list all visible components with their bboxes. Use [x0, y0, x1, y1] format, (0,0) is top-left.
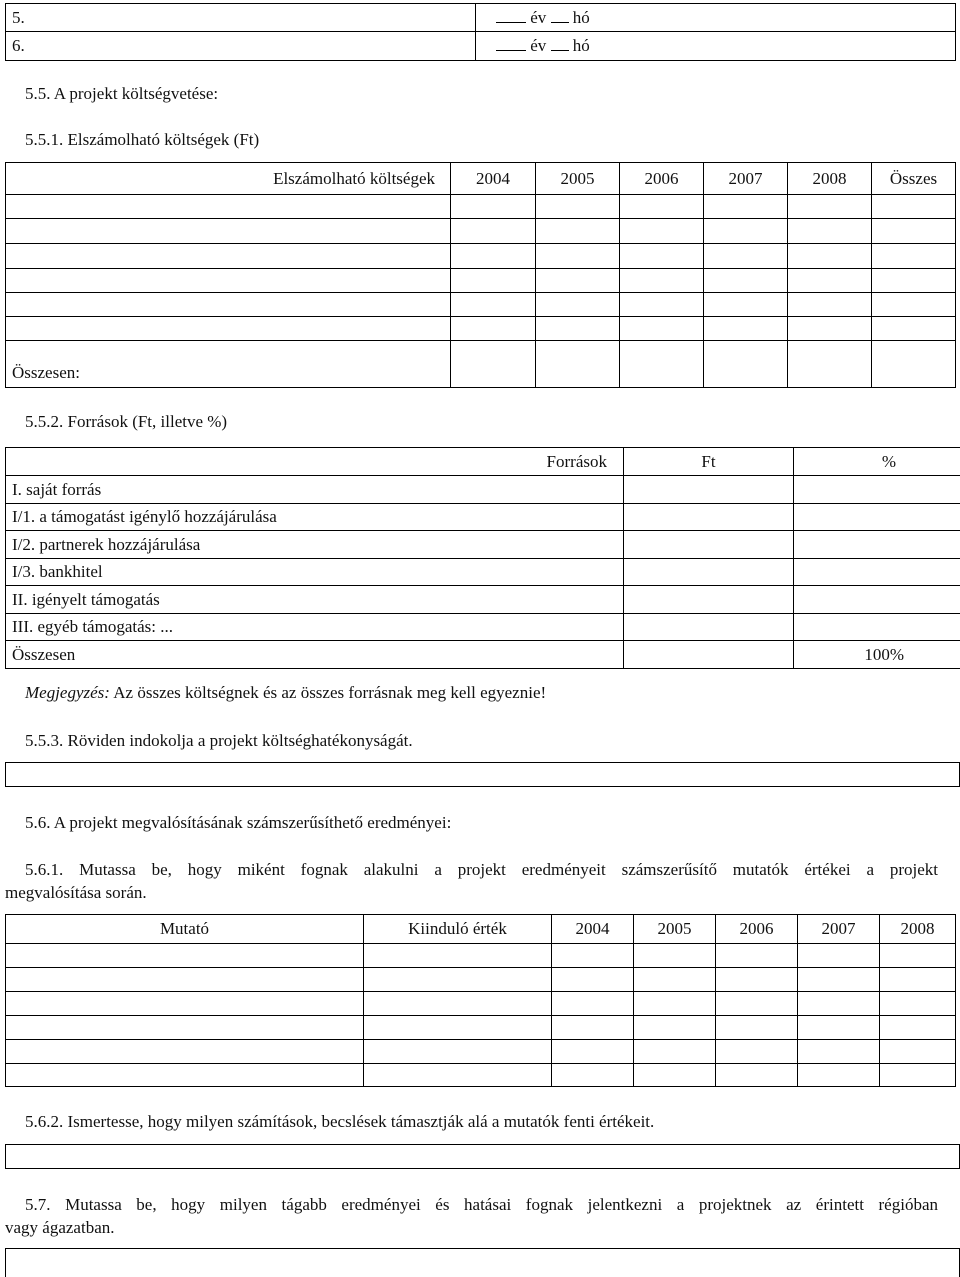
section-5-6-title: 5.6. A projekt megvalósításának számszerűsíthető eredményei: — [25, 813, 452, 832]
note-text: Az összes költségnek és az összes forrásnak meg kell egyeznie! — [109, 683, 547, 702]
cost-cell[interactable] — [536, 244, 620, 269]
sources-header-label: Források — [6, 448, 624, 476]
indicator-cell[interactable] — [880, 1040, 956, 1064]
cost-cell[interactable] — [536, 195, 620, 219]
period-row-number: 6. — [6, 32, 476, 61]
period-row-date[interactable]: év hó — [476, 4, 956, 32]
cost-cell[interactable] — [6, 293, 451, 317]
cost-total-cell[interactable] — [872, 341, 956, 388]
cost-cell[interactable] — [620, 219, 704, 244]
section-5-5-3-title: 5.5.3. Röviden indokolja a projekt költséghatékonyságát. — [25, 731, 413, 750]
indicator-cell[interactable] — [634, 944, 716, 968]
cost-cell[interactable] — [872, 293, 956, 317]
sources-row-label: I/2. partnerek hozzájárulása — [6, 531, 624, 559]
cost-cell[interactable] — [451, 195, 536, 219]
indicator-cell[interactable] — [634, 1064, 716, 1087]
cost-total-cell[interactable] — [704, 341, 788, 388]
indicator-cell[interactable] — [798, 1016, 880, 1040]
indicator-cell[interactable] — [880, 944, 956, 968]
sources-ft-cell[interactable] — [624, 531, 794, 559]
indicator-cell[interactable] — [716, 1040, 798, 1064]
cost-cell[interactable] — [788, 293, 872, 317]
cost-cell[interactable] — [536, 219, 620, 244]
cost-cell[interactable] — [6, 317, 451, 341]
indicator-header-year: 2008 — [880, 915, 956, 944]
cost-total-cell[interactable] — [620, 341, 704, 388]
sources-total-ft-cell[interactable] — [624, 641, 794, 669]
cost-total-label: Összesen: — [6, 341, 451, 388]
cost-cell[interactable] — [788, 219, 872, 244]
indicator-row — [6, 1040, 956, 1064]
calculations-answer-box[interactable] — [5, 1144, 960, 1169]
sources-percent-cell[interactable] — [794, 504, 960, 531]
indicator-cell[interactable] — [634, 1016, 716, 1040]
cost-cell[interactable] — [788, 195, 872, 219]
sources-header-ft: Ft — [624, 448, 794, 476]
sources-row-label: I/1. a támogatást igénylő hozzájárulása — [6, 504, 624, 531]
cost-cell[interactable] — [872, 195, 956, 219]
cost-header-year: 2006 — [620, 163, 704, 195]
cost-row — [6, 195, 956, 219]
indicator-cell[interactable] — [880, 968, 956, 992]
cost-cell[interactable] — [536, 269, 620, 293]
cost-cell[interactable] — [620, 244, 704, 269]
indicator-cell[interactable] — [364, 944, 552, 968]
sources-total-percent: 100% — [794, 641, 960, 669]
cost-table — [5, 162, 956, 388]
indicator-cell[interactable] — [716, 944, 798, 968]
indicator-cell[interactable] — [6, 1064, 364, 1087]
indicator-header-year: 2007 — [798, 915, 880, 944]
cost-cell[interactable] — [788, 317, 872, 341]
section-5-6-1-text-line2: megvalósítása során. — [5, 883, 147, 902]
period-row-date[interactable]: év hó — [476, 32, 956, 61]
indicator-cell[interactable] — [798, 944, 880, 968]
sources-percent-cell[interactable] — [794, 586, 960, 614]
indicator-header-name: Mutató — [6, 915, 364, 944]
cost-header-year: 2005 — [536, 163, 620, 195]
indicator-cell[interactable] — [552, 944, 634, 968]
cost-header-year: 2004 — [451, 163, 536, 195]
section-5-5-title: 5.5. A projekt költségvetése: — [25, 84, 219, 103]
indicator-cell[interactable] — [6, 968, 364, 992]
cost-cell[interactable] — [6, 195, 451, 219]
cost-total-cell[interactable] — [451, 341, 536, 388]
cost-cell[interactable] — [536, 293, 620, 317]
indicator-cell[interactable] — [552, 992, 634, 1016]
indicator-cell[interactable] — [798, 1064, 880, 1087]
cost-cell[interactable] — [6, 219, 451, 244]
sources-row-label: II. igényelt támogatás — [6, 586, 624, 614]
cost-row — [6, 244, 956, 269]
indicator-cell[interactable] — [880, 1016, 956, 1040]
section-5-5-2-title: 5.5.2. Források (Ft, illetve %) — [25, 412, 228, 431]
indicator-cell[interactable] — [6, 992, 364, 1016]
cost-cell[interactable] — [536, 317, 620, 341]
cost-cell[interactable] — [872, 317, 956, 341]
sources-ft-cell[interactable] — [624, 586, 794, 614]
cost-header-year: 2007 — [704, 163, 788, 195]
indicator-table — [5, 914, 956, 1087]
cost-cell[interactable] — [704, 244, 788, 269]
note-label: Megjegyzés: — [25, 683, 110, 702]
cost-cell[interactable] — [451, 317, 536, 341]
cost-cell[interactable] — [704, 219, 788, 244]
cost-header-item: Elszámolható költségek — [6, 163, 451, 195]
indicator-cell[interactable] — [798, 968, 880, 992]
sources-percent-cell[interactable] — [794, 531, 960, 559]
indicator-header-year: 2005 — [634, 915, 716, 944]
cost-cell[interactable] — [620, 269, 704, 293]
cost-cell[interactable] — [451, 293, 536, 317]
sources-ft-cell[interactable] — [624, 559, 794, 586]
sources-row-label: III. egyéb támogatás: ... — [6, 614, 624, 641]
sources-ft-cell[interactable] — [624, 504, 794, 531]
indicator-cell[interactable] — [364, 968, 552, 992]
indicator-cell[interactable] — [716, 968, 798, 992]
indicator-header-baseline: Kiinduló érték — [364, 915, 552, 944]
impacts-answer-box[interactable] — [5, 1248, 960, 1277]
indicator-cell[interactable] — [798, 1040, 880, 1064]
indicator-cell[interactable] — [716, 992, 798, 1016]
cost-cell[interactable] — [788, 244, 872, 269]
indicator-row — [6, 968, 956, 992]
cost-header-total: Összes — [872, 163, 956, 195]
section-5-5-1-title: 5.5.1. Elszámolható költségek (Ft) — [25, 130, 260, 149]
cost-cell[interactable] — [620, 293, 704, 317]
indicator-row — [6, 1064, 956, 1087]
cost-cell[interactable] — [704, 195, 788, 219]
cost-cell[interactable] — [620, 195, 704, 219]
cost-row — [6, 293, 956, 317]
cost-row — [6, 219, 956, 244]
cost-cell[interactable] — [6, 244, 451, 269]
indicator-cell[interactable] — [798, 992, 880, 1016]
sources-header-percent: % — [794, 448, 960, 476]
cost-row — [6, 269, 956, 293]
sources-percent-cell[interactable] — [794, 559, 960, 586]
cost-cell[interactable] — [872, 269, 956, 293]
sources-ft-cell[interactable] — [624, 614, 794, 641]
indicator-cell[interactable] — [880, 992, 956, 1016]
indicator-cell[interactable] — [6, 1016, 364, 1040]
indicator-cell[interactable] — [552, 968, 634, 992]
indicator-row — [6, 1016, 956, 1040]
note — [25, 683, 546, 703]
indicator-cell[interactable] — [6, 944, 364, 968]
indicator-cell[interactable] — [634, 1040, 716, 1064]
indicator-cell[interactable] — [364, 992, 552, 1016]
cost-cell[interactable] — [704, 269, 788, 293]
indicator-cell[interactable] — [364, 1064, 552, 1087]
cost-row — [6, 317, 956, 341]
cost-cell[interactable] — [788, 269, 872, 293]
cost-cell[interactable] — [872, 244, 956, 269]
indicator-cell[interactable] — [552, 1064, 634, 1087]
indicator-cell[interactable] — [6, 1040, 364, 1064]
cost-cell[interactable] — [872, 219, 956, 244]
cost-total-cell[interactable] — [788, 341, 872, 388]
cost-header-year: 2008 — [788, 163, 872, 195]
cost-cell[interactable] — [451, 244, 536, 269]
section-5-6-2-title: 5.6.2. Ismertesse, hogy milyen számítások, becslések támasztják alá a mutatók fenti értékeit. — [25, 1112, 655, 1131]
section-5-7-text-line1: 5.7. Mutassa be, hogy milyen tágabb eredményei és hatásai fognak jelentkezni a projektnek az érintett régióban — [25, 1195, 938, 1214]
indicator-header-year: 2006 — [716, 915, 798, 944]
period-row-number: 5. — [6, 4, 476, 32]
section-5-6-1-text-line1: 5.6.1. Mutassa be, hogy miként fognak alakulni a projekt eredményeit számszerűsítő mutatók értékei a projekt — [25, 860, 938, 879]
cost-cell[interactable] — [704, 317, 788, 341]
indicator-header-year: 2004 — [552, 915, 634, 944]
indicator-cell[interactable] — [364, 1040, 552, 1064]
sources-percent-cell[interactable] — [794, 614, 960, 641]
sources-row-label: I. saját forrás — [6, 476, 624, 504]
cost-cell[interactable] — [6, 269, 451, 293]
period-table — [5, 3, 956, 61]
indicator-cell[interactable] — [634, 992, 716, 1016]
section-5-7-text-line2: vagy ágazatban. — [5, 1218, 115, 1237]
cost-total-cell[interactable] — [536, 341, 620, 388]
indicator-cell[interactable] — [552, 1016, 634, 1040]
indicator-cell[interactable] — [364, 1016, 552, 1040]
indicator-cell[interactable] — [716, 1064, 798, 1087]
cost-cell[interactable] — [704, 293, 788, 317]
indicator-row — [6, 944, 956, 968]
cost-cell[interactable] — [451, 269, 536, 293]
cost-cell[interactable] — [451, 219, 536, 244]
cost-cell[interactable] — [620, 317, 704, 341]
sources-table — [5, 447, 960, 669]
sources-row-label: I/3. bankhitel — [6, 559, 624, 586]
sources-total-label: Összesen — [6, 641, 624, 669]
indicator-cell[interactable] — [716, 1016, 798, 1040]
sources-percent-cell[interactable] — [794, 476, 960, 504]
sources-ft-cell[interactable] — [624, 476, 794, 504]
indicator-row — [6, 992, 956, 1016]
indicator-cell[interactable] — [634, 968, 716, 992]
cost-efficiency-answer-box[interactable] — [5, 762, 960, 787]
indicator-cell[interactable] — [552, 1040, 634, 1064]
indicator-cell[interactable] — [880, 1064, 956, 1087]
